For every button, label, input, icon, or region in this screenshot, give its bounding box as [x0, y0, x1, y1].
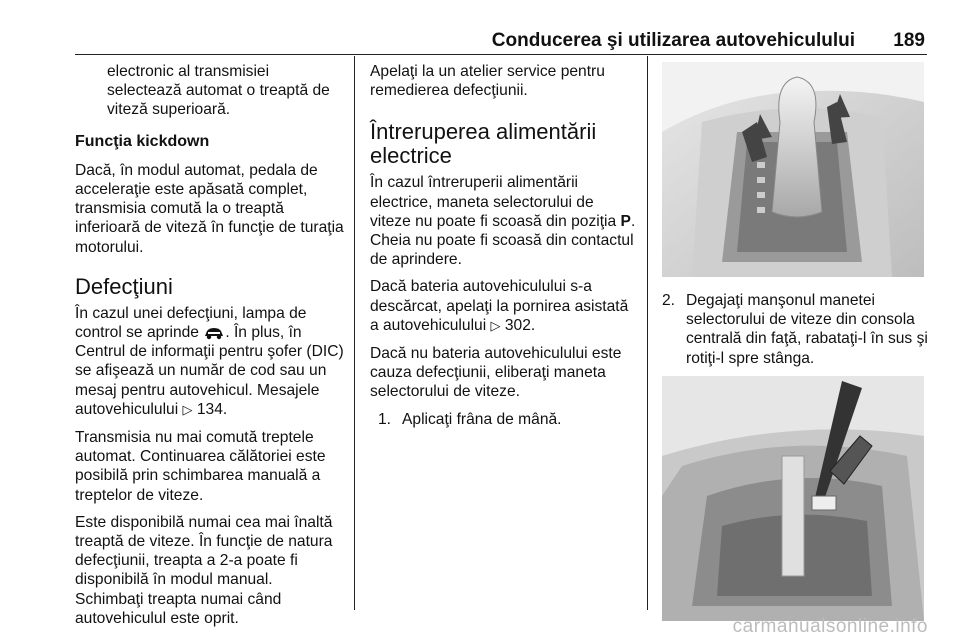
page-ref-arrow-icon: ▷ — [182, 402, 193, 418]
text-fragment: . Cheia nu poate fi scoasă din contactul de aprindere. — [370, 212, 636, 269]
paragraph-nu-baterie: Dacă nu bateria autovehiculului este cauza defecţiunii, eliberaţi maneta selectorului de viteze. — [370, 345, 622, 401]
paragraph-apelati: Apelaţi la un atelier service pentru remedierea defecţiunii. — [370, 63, 605, 100]
gear-p-label: P — [620, 212, 631, 230]
list-item — [662, 291, 928, 368]
column-1 — [75, 62, 345, 636]
list-item — [370, 410, 638, 429]
column-3 — [662, 62, 928, 621]
text-fragment: În cazul unei defecţiuni, lampa de control se aprinde — [75, 304, 307, 342]
selector-boot-illustration — [662, 376, 924, 621]
text-fragment: Dacă bateria autovehiculului s-a descărcat, apelaţi la pornirea asistată a autovehiculului — [370, 278, 629, 334]
step-number: 1. — [378, 410, 392, 428]
paragraph-intrerupere — [370, 173, 638, 269]
page-ref-link[interactable]: 134. — [196, 400, 228, 418]
paragraph-baterie — [370, 277, 638, 336]
paragraph-disponibila: Este disponibilă numai cea mai înaltă treaptă de viteze. În funcţie de natura defecţiunii, treapta a 2-a poate fi disponibilă în modul manual. Schimbaţi treapta numai când autovehiculul este oprit. — [75, 513, 333, 627]
column-divider-1 — [354, 56, 355, 610]
car-warning-icon — [203, 326, 225, 340]
text-fragment: În cazul întreruperii alimentării electrice, maneta selectorului de viteze nu poate fi scoasă din poziţia — [370, 174, 617, 230]
paragraph-kickdown: Dacă, în modul automat, pedala de acceleraţie este apăsată complet, transmisia comută la o treaptă inferioară de viteză în funcţie de turaţia motorului. — [75, 161, 344, 256]
page-ref-arrow-icon: ▷ — [490, 318, 501, 334]
page-header — [75, 25, 927, 55]
chapter-title: Conducerea şi utilizarea autovehiculului — [491, 30, 855, 51]
heading-defectiuni: Defecţiuni — [75, 273, 173, 299]
header-rule — [75, 54, 927, 55]
column-2 — [370, 62, 638, 437]
column-divider-2 — [647, 56, 648, 610]
gear-selector-illustration — [662, 62, 924, 277]
heading-intrerupere: Întreruperea alimentării electrice — [370, 119, 597, 169]
step-number: 2. — [662, 292, 676, 309]
page-ref-link[interactable]: 302. — [504, 316, 536, 334]
heading-kickdown: Funcţia kickdown — [75, 132, 210, 150]
step-text: Aplicaţi frâna de mână. — [402, 410, 562, 428]
footer-watermark: carmanualsonline.info — [732, 616, 928, 637]
text-fragment: . În plus, în Centrul de informaţii pentru şofer (DIC) se afişează un număr de cod sau un mesaj pentru autovehicul. Mesajele autovehiculului — [75, 324, 344, 418]
paragraph-defectiuni — [75, 304, 345, 420]
paragraph-transmisia: Transmisia nu mai comută treptele automat. Continuarea călătoriei este posibilă prin schimbarea manuală a treptelor de viteze. — [75, 429, 326, 504]
paragraph-upshift: electronic al transmisiei selectează automat o treaptă de viteză superioară. — [107, 63, 330, 119]
page-number: 189 — [893, 30, 925, 51]
step-text: Degajaţi manşonul manetei selectorului de viteze din consola centrală din faţă, rabataţi-l în sus şi rotiţi-l spre stânga. — [686, 292, 928, 367]
